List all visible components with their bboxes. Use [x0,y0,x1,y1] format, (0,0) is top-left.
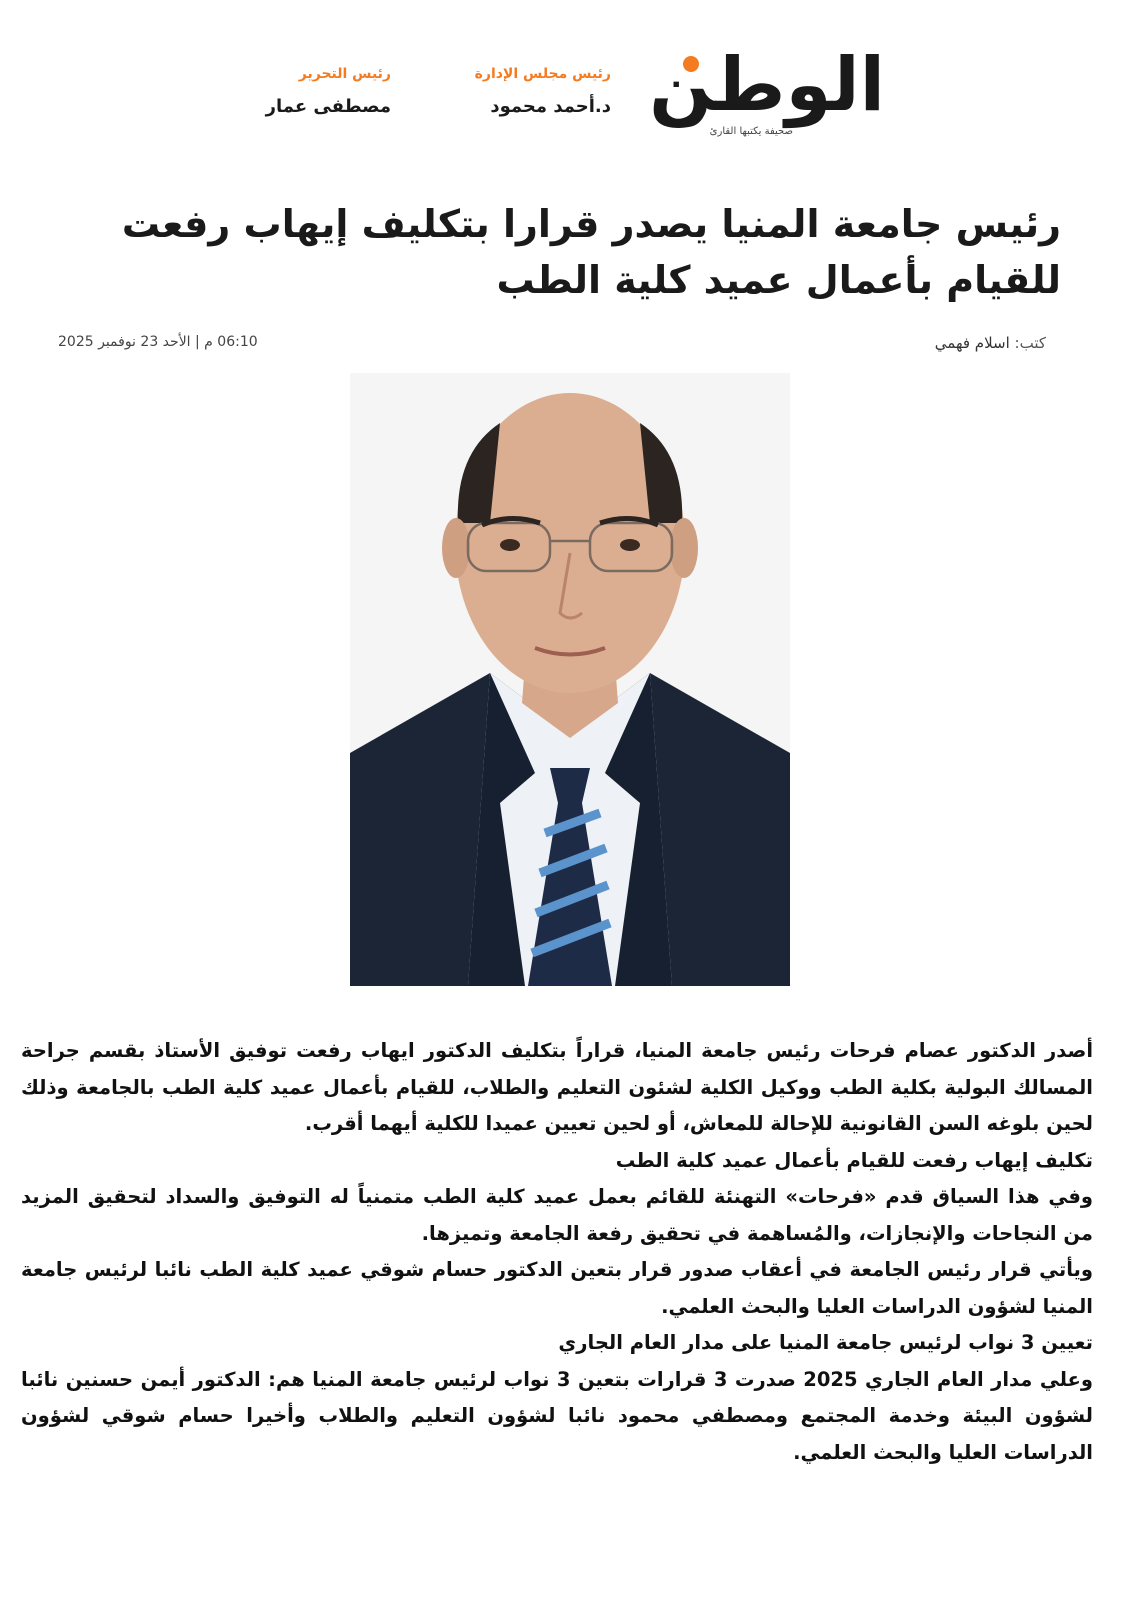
chairman-label: رئيس مجلس الإدارة [474,66,611,82]
byline [935,334,1046,352]
newspaper-logo[interactable] [649,40,885,145]
logo-tagline: صحيفة يكتبها القارئ [709,126,793,137]
body-paragraph: وعلي مدار العام الجاري 2025 صدرت 3 قرارات بتعين 3 نواب لرئيس جامعة المنيا هم: الدكتور أيمن حسنين نائبا لشؤون البيئة وخدمة المجتمع ومصطفي محمود نائبا لشؤون التعليم والطلاب وأخيرا حسام شوقي لشؤون الدراسات العليا والبحث العلمي. [21,1367,1093,1464]
logo-wordmark: الوطن [649,42,885,128]
body-paragraph: أصدر الدكتور عصام فرحات رئيس جامعة المنيا، قراراً بتكليف الدكتور ايهاب رفعت توفيق الأستاذ بقسم جراحة المسالك البولية بكلية الطب ووكيل الكلية لشئون التعليم والطلاب، للقيام بأعمال عميد كلية الطب بالجامعة وذلك لحين بلوغه السن القانونية للإحالة للمعاش، أو لحين تعيين عميدا للكلية أيهما أقرب. [21,1039,1093,1135]
article-photo [350,373,790,986]
byline-label: كتب: [1014,334,1046,352]
masthead [0,40,1131,150]
chairman-block [475,66,611,117]
portrait-illustration [350,373,790,986]
body-subheading: تكليف إيهاب رفعت للقيام بأعمال عميد كلية الطب [615,1148,1093,1172]
author-name[interactable]: اسلام فهمي [934,334,1010,352]
body-paragraph: ويأتي قرار رئيس الجامعة في أعقاب صدور قرار بتعين الدكتور حسام شوقي عميد كلية الطب نائبا لرئيس جامعة المنيا لشؤون الدراسات العليا والبحث العلمي. [21,1258,1093,1318]
article-headline: رئيس جامعة المنيا يصدر قرارا بتكليف إيهاب رفعت للقيام بأعمال عميد كلية الطب [121,202,1061,302]
chairman-name: د.أحمد محمود [490,96,611,117]
editor-block [266,66,391,117]
editor-label: رئيس التحرير [298,66,391,82]
body-paragraph: وفي هذا السياق قدم «فرحات» التهنئة للقائم بعمل عميد كلية الطب متمنياً له التوفيق والسداد لتحقيق المزيد من النجاحات والإنجازات، والمُساهمة في تحقيق رفعة الجامعة وتميزها. [21,1185,1093,1245]
body-subheading: تعيين 3 نواب لرئيس جامعة المنيا على مدار العام الجاري [558,1331,1093,1354]
editor-name: مصطفى عمار [265,96,391,117]
article-body [21,1033,1093,1471]
publish-dateline: 06:10 م | الأحد 23 نوفمبر 2025 [58,334,258,350]
